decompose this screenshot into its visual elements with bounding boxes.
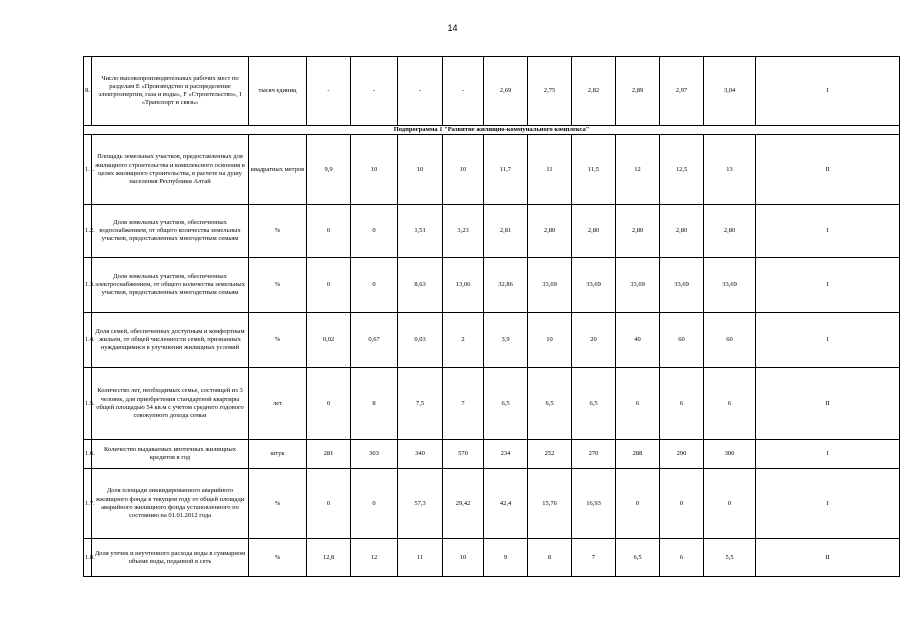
value-cell: 6,5 (572, 368, 616, 440)
table-row (84, 368, 900, 440)
value-cell: 270 (572, 440, 616, 469)
unit-cell: квадратных метров (249, 135, 307, 205)
value-cell: 2,80 (528, 205, 572, 258)
value-cell: 2,97 (660, 57, 704, 126)
unit-cell: % (249, 258, 307, 313)
value-cell: 0 (704, 469, 756, 539)
indicator-name: Доля земельных участков, обеспеченных электроснабжением, от общего количества земельных участков, предоставленных многодетным семьям (92, 258, 249, 313)
value-cell: 0 (660, 469, 704, 539)
value-cell: 8,63 (398, 258, 443, 313)
value-cell: - (443, 57, 484, 126)
value-cell: 60 (660, 313, 704, 368)
table-row (84, 135, 900, 205)
value-cell: 0 (351, 469, 398, 539)
source-cell: I (756, 205, 900, 258)
row-number: 1.2. (84, 205, 92, 258)
value-cell: 0,02 (307, 313, 351, 368)
indicator-name: Доля площади ликвидированного аварийного жилищного фонда в текущем году от общей площади аварийного жилищного фонда установленного по состоянию на 01.01.2012 года (92, 469, 249, 539)
value-cell: 9 (484, 539, 528, 577)
source-cell: I (756, 313, 900, 368)
table-row (84, 440, 900, 469)
value-cell: 0 (307, 368, 351, 440)
value-cell: 6 (660, 368, 704, 440)
value-cell: 11,5 (572, 135, 616, 205)
page-number: 14 (447, 23, 458, 33)
value-cell: 3,23 (443, 205, 484, 258)
value-cell: 42,4 (484, 469, 528, 539)
table-row (84, 313, 900, 368)
row-number: 1.8. (84, 539, 92, 577)
row-number: 1.6. (84, 440, 92, 469)
value-cell: 2,75 (528, 57, 572, 126)
value-cell: 60 (704, 313, 756, 368)
unit-cell: тысяч единиц (249, 57, 307, 126)
indicator-name: Доля утечек и неучтенного расхода воды в суммарном объеме воды, поданной в сеть (92, 539, 249, 577)
value-cell: 11,7 (484, 135, 528, 205)
value-cell: 0 (351, 258, 398, 313)
value-cell: 12 (616, 135, 660, 205)
value-cell: 288 (616, 440, 660, 469)
value-cell: 300 (704, 440, 756, 469)
value-cell: 33,69 (528, 258, 572, 313)
value-cell: - (307, 57, 351, 126)
value-cell: 10 (443, 135, 484, 205)
unit-cell: % (249, 539, 307, 577)
value-cell: 0 (307, 258, 351, 313)
value-cell: 2,69 (484, 57, 528, 126)
value-cell: 1,51 (398, 205, 443, 258)
source-cell: I (756, 258, 900, 313)
source-cell: II (756, 539, 900, 577)
value-cell: 0 (307, 205, 351, 258)
indicator-name: Количество выдаваемых ипотечных жилищных кредитов в год (92, 440, 249, 469)
source-cell: II (756, 135, 900, 205)
indicators-table (83, 56, 900, 577)
source-cell: I (756, 469, 900, 539)
value-cell: 2,80 (660, 205, 704, 258)
value-cell: 12 (351, 539, 398, 577)
row-number: 1.1. (84, 135, 92, 205)
table-row (84, 469, 900, 539)
value-cell: 2,80 (616, 205, 660, 258)
value-cell: 3,9 (484, 313, 528, 368)
table-row (84, 258, 900, 313)
unit-cell: % (249, 205, 307, 258)
value-cell: 2,82 (572, 57, 616, 126)
value-cell: 13,06 (443, 258, 484, 313)
value-cell: 2,81 (484, 205, 528, 258)
value-cell: 340 (398, 440, 443, 469)
unit-cell: % (249, 469, 307, 539)
value-cell: 0 (351, 205, 398, 258)
row-number: 8. (84, 57, 92, 126)
value-cell: 40 (616, 313, 660, 368)
value-cell: 2,80 (704, 205, 756, 258)
value-cell: 2,89 (616, 57, 660, 126)
value-cell: 6,5 (484, 368, 528, 440)
value-cell: 0 (307, 469, 351, 539)
value-cell: 6 (704, 368, 756, 440)
value-cell: 10 (443, 539, 484, 577)
row-number: 1.3. (84, 258, 92, 313)
value-cell: 10 (528, 313, 572, 368)
value-cell: - (398, 57, 443, 126)
value-cell: 57,3 (398, 469, 443, 539)
value-cell: 2,80 (572, 205, 616, 258)
value-cell: 7,5 (398, 368, 443, 440)
source-cell: II (756, 368, 900, 440)
value-cell: 0 (616, 469, 660, 539)
value-cell: 303 (351, 440, 398, 469)
value-cell: 3,04 (704, 57, 756, 126)
value-cell: 29,42 (443, 469, 484, 539)
value-cell: 8 (351, 368, 398, 440)
value-cell: 33,69 (660, 258, 704, 313)
subprogram-heading-row (84, 126, 900, 135)
source-cell: I (756, 440, 900, 469)
table-row (84, 57, 900, 126)
value-cell: 2 (443, 313, 484, 368)
value-cell: 33,69 (704, 258, 756, 313)
row-number: 1.7. (84, 469, 92, 539)
unit-cell: штук (249, 440, 307, 469)
value-cell: 20 (572, 313, 616, 368)
unit-cell: лет (249, 368, 307, 440)
indicator-name: Доля земельных участков, обеспеченных водоснабжением, от общего количества земельных участков, предоставленных многодетным семьям (92, 205, 249, 258)
value-cell: 570 (443, 440, 484, 469)
value-cell: 252 (528, 440, 572, 469)
value-cell: 8 (528, 539, 572, 577)
value-cell: 9,9 (307, 135, 351, 205)
value-cell: 6 (616, 368, 660, 440)
value-cell: 5,5 (704, 539, 756, 577)
value-cell: 10 (398, 135, 443, 205)
value-cell: 12,8 (307, 539, 351, 577)
row-number: 1.4. (84, 313, 92, 368)
value-cell: 15,76 (528, 469, 572, 539)
value-cell: 7 (443, 368, 484, 440)
value-cell: 10 (351, 135, 398, 205)
indicator-name: Доля семей, обеспеченных доступным и комфортным жильем, от общей численности семей, признанных нуждающимися в улучшении жилищных условий (92, 313, 249, 368)
row-number: 1.5. (84, 368, 92, 440)
value-cell: 234 (484, 440, 528, 469)
value-cell: 32,86 (484, 258, 528, 313)
indicator-name: Количество лет, необходимых семье, состоящей из 3 человек, для приобретения стандартной квартиры общей площадью 54 кв.м с учетом среднего годового совокупного дохода семьи (92, 368, 249, 440)
value-cell: 11 (398, 539, 443, 577)
value-cell: 33,69 (616, 258, 660, 313)
value-cell: 11 (528, 135, 572, 205)
value-cell: 12,5 (660, 135, 704, 205)
value-cell: 0,67 (351, 313, 398, 368)
value-cell: 6 (660, 539, 704, 577)
value-cell: 6,5 (616, 539, 660, 577)
table-row (84, 205, 900, 258)
value-cell: 33,69 (572, 258, 616, 313)
unit-cell: % (249, 313, 307, 368)
value-cell: 0,03 (398, 313, 443, 368)
table-row (84, 539, 900, 577)
value-cell: 290 (660, 440, 704, 469)
value-cell: - (351, 57, 398, 126)
indicator-name: Число высокопроизводительных рабочих мест по разделам Е «Производство и распределение электроэнергии, газа и воды», F «Строительство», I «Транспорт и связь» (92, 57, 249, 126)
source-cell: I (756, 57, 900, 126)
subprogram-heading: Подпрограмма 1 "Развитие жилищно-коммунального комплекса" (84, 126, 900, 135)
indicator-name: Площадь земельных участков, предоставленных для жилищного строительства и комплексного освоения в целях жилищного строительства, в расчете на душу населения Республики Алтай (92, 135, 249, 205)
value-cell: 16,93 (572, 469, 616, 539)
value-cell: 13 (704, 135, 756, 205)
value-cell: 6,5 (528, 368, 572, 440)
value-cell: 281 (307, 440, 351, 469)
value-cell: 7 (572, 539, 616, 577)
